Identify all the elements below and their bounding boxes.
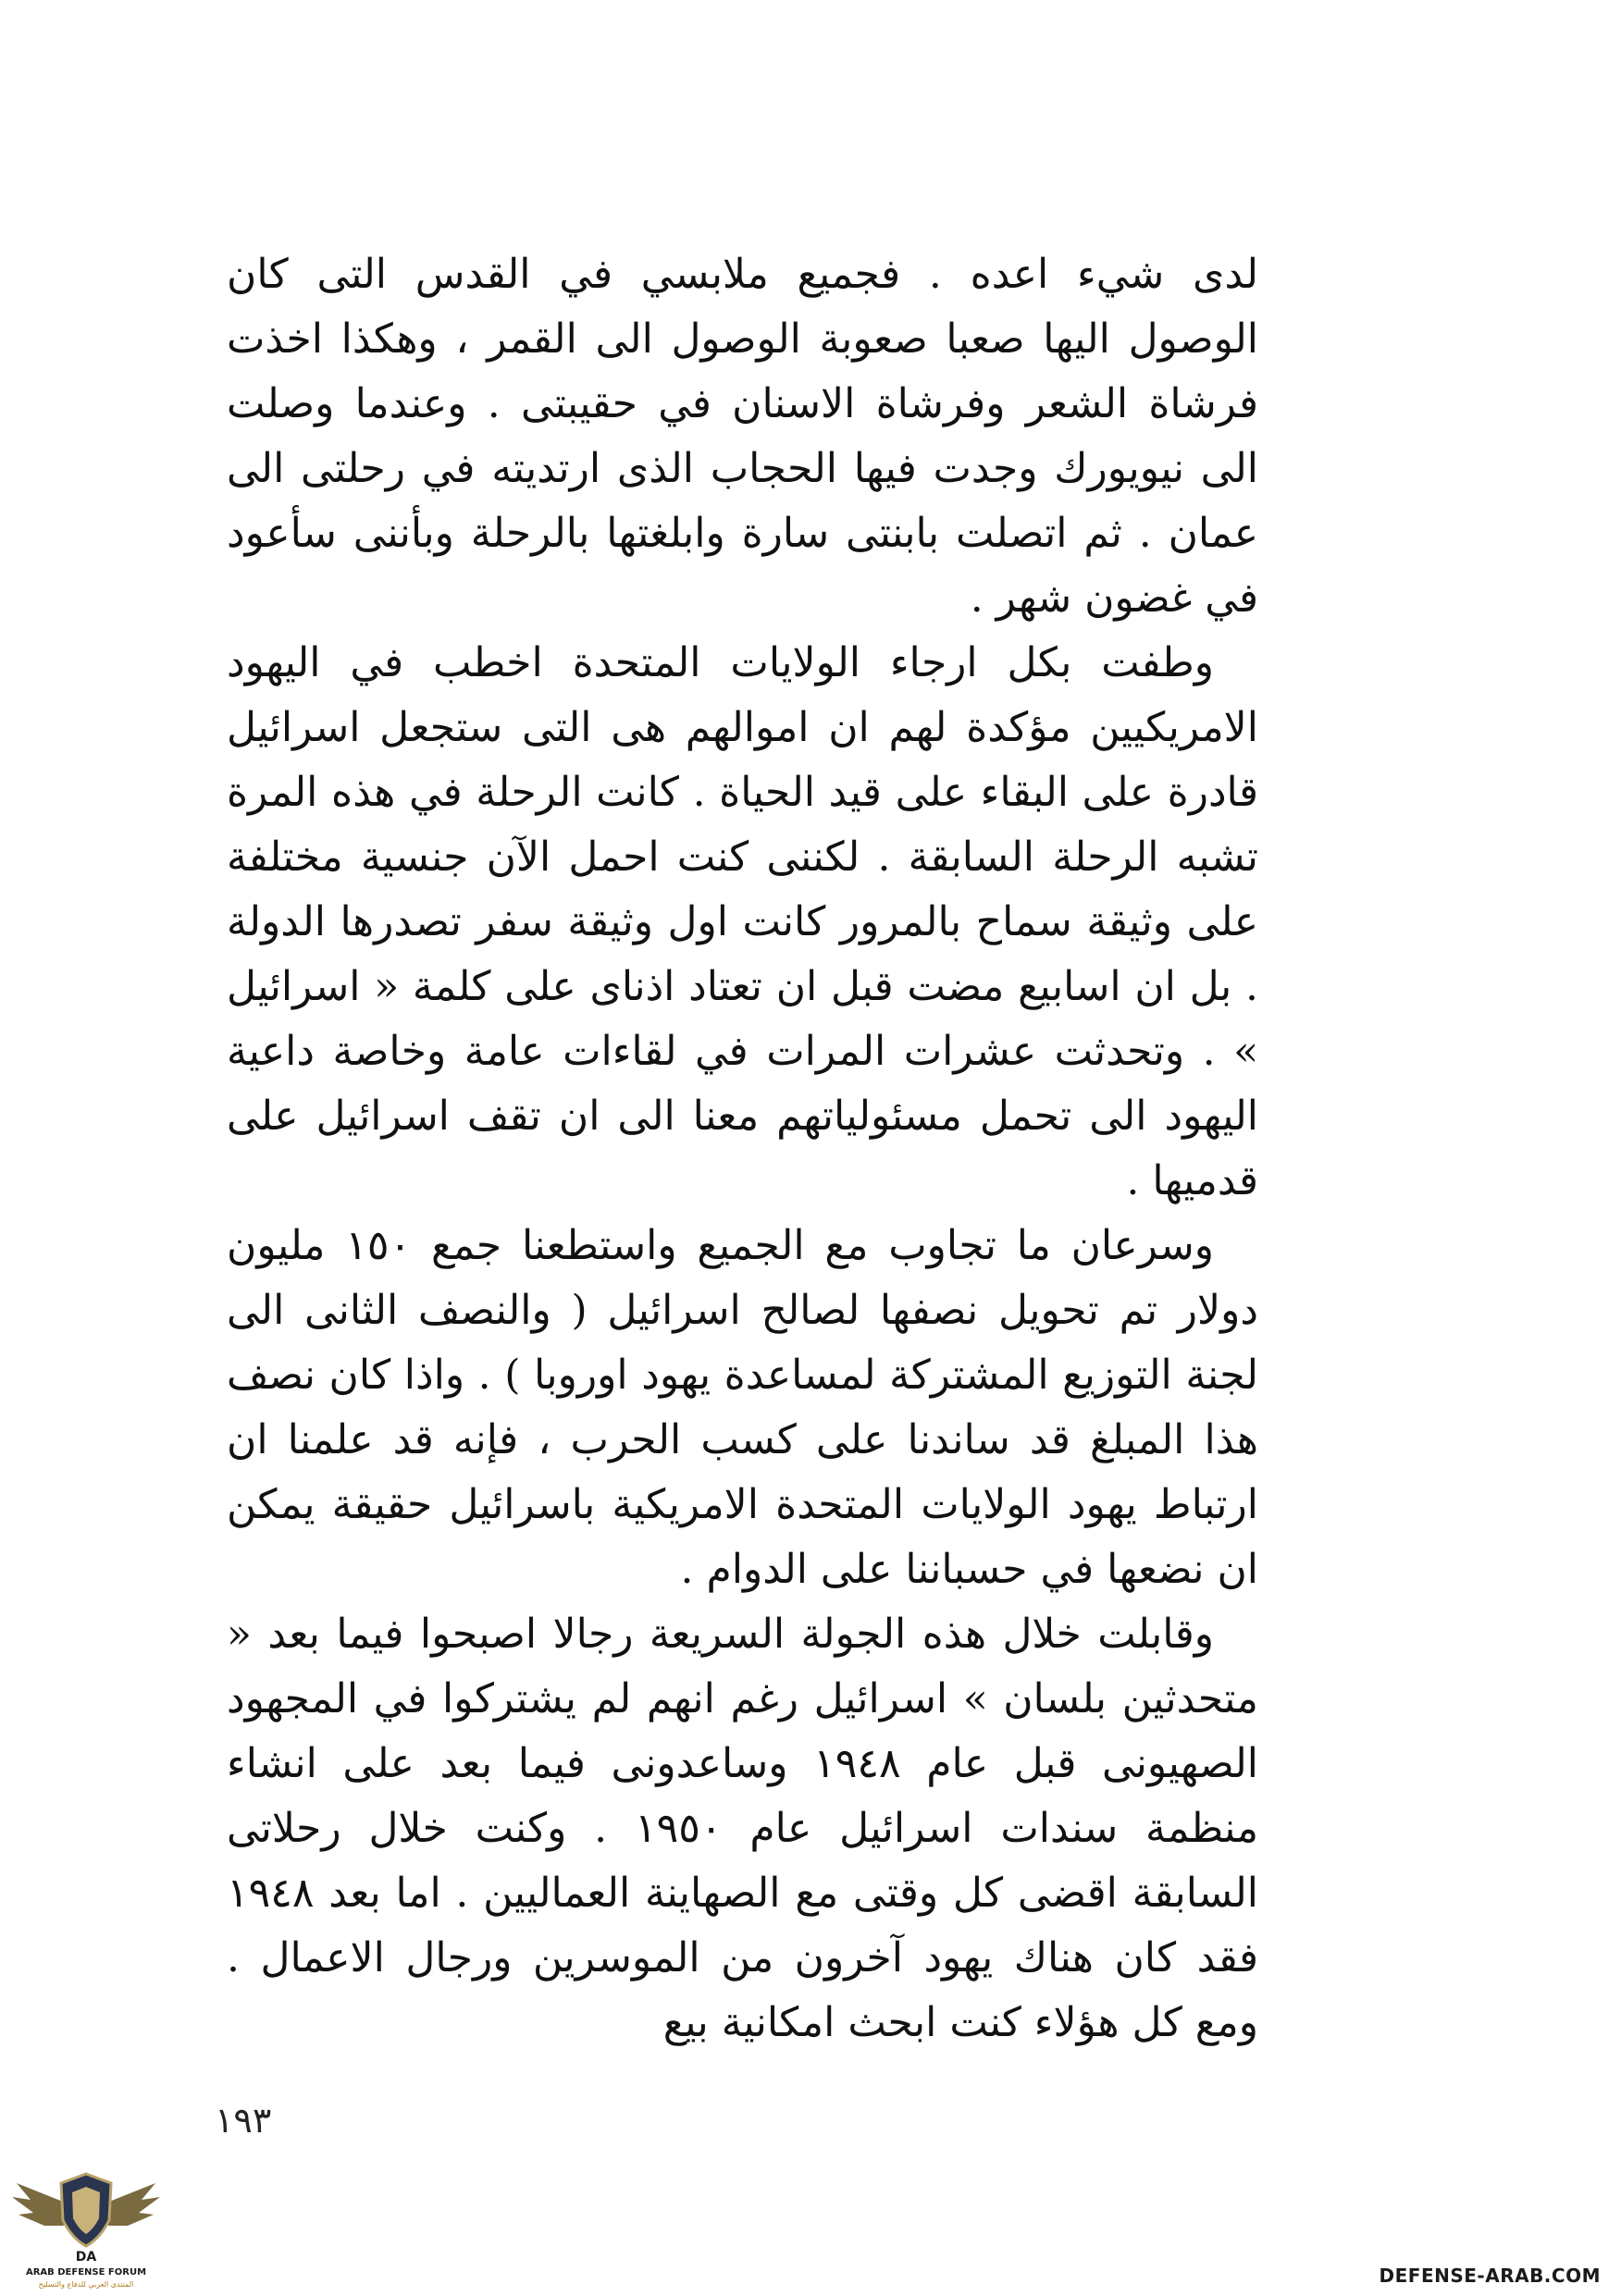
- watermark-logo-mark: DA: [75, 2250, 97, 2265]
- page-number: ١٩٣: [215, 2100, 272, 2141]
- watermark-site: DEFENSE-ARAB.COM: [1379, 2265, 1601, 2287]
- paragraph-4: وقابلت خلال هذه الجولة السريعة رجالا اصبحوا فيما بعد « متحدثين بلسان » اسرائيل رغم انهم لم يشتركوا في المجهود الصهيونى قبل عام ١٩٤٨ وساعدونى فيما بعد على انشاء منظمة سندات اسرائيل عام ١٩٥٠ . وكنت خلال رحلاتى السابقة اقضى كل وقتى مع الصهاينة العماليين . اما بعد ١٩٤٨ فقد كان هناك يهود آخرون من الموسرين ورجال الاعمال . ومع كل هؤلاء كنت ابحث امكانية بيع: [227, 1611, 1259, 2046]
- watermark-logo-text: ARAB DEFENSE FORUM: [25, 2267, 147, 2277]
- paragraph-3: وسرعان ما تجاوب مع الجميع واستطعنا جمع ١٥٠ مليون دولار تم تحويل نصفها لصالح اسرائيل ( والنصف الثانى الى لجنة التوزيع المشتركة لمساعدة يهود اوروبا ) . واذا كان نصف هذا المبلغ قد ساندنا على كسب الحرب ، فإنه قد علمنا ان ارتباط يهود الولايات المتحدة الامريكية باسرائيل حقيقة يمكن ان نضعها في حسباننا على الدوام .: [227, 1222, 1259, 1593]
- watermark-logo: [7, 2146, 165, 2292]
- body-text: [227, 242, 1258, 2055]
- paragraph-1: لدى شيء اعده . فجميع ملابسي في القدس التى كان الوصول اليها صعبا صعوبة الوصول الى القمر ، وهكذا اخذت فرشاة الشعر وفرشاة الاسنان في حقيبتى . وعندما وصلت الى نيويورك وجدت فيها الحجاب الذى ارتديته في رحلتى الى عمان . ثم اتصلت بابنتى سارة وابلغتها بالرحلة وبأننى سأعود في غضون شهر .: [227, 251, 1258, 622]
- watermark-logo-subtitle: المنتدى العربي للدفاع والتسليح: [38, 2280, 134, 2289]
- shield-wings-icon: [7, 2146, 165, 2292]
- paragraph-2: وطفت بكل ارجاء الولايات المتحدة اخطب في اليهود الامريكيين مؤكدة لهم ان اموالهم هى التى ستجعل اسرائيل قادرة على البقاء على قيد الحياة . كانت الرحلة في هذه المرة تشبه الرحلة السابقة . لكننى كنت احمل الآن جنسية مختلفة على وثيقة سماح بالمرور كانت اول وثيقة سفر تصدرها الدولة . بل ان اسابيع مضت قبل ان تعتاد اذناى على كلمة « اسرائيل » . وتحدثت عشرات المرات في لقاءات عامة وخاصة داعية اليهود الى تحمل مسئولياتهم معنا الى ان تقف اسرائيل على قدميها .: [227, 639, 1258, 1204]
